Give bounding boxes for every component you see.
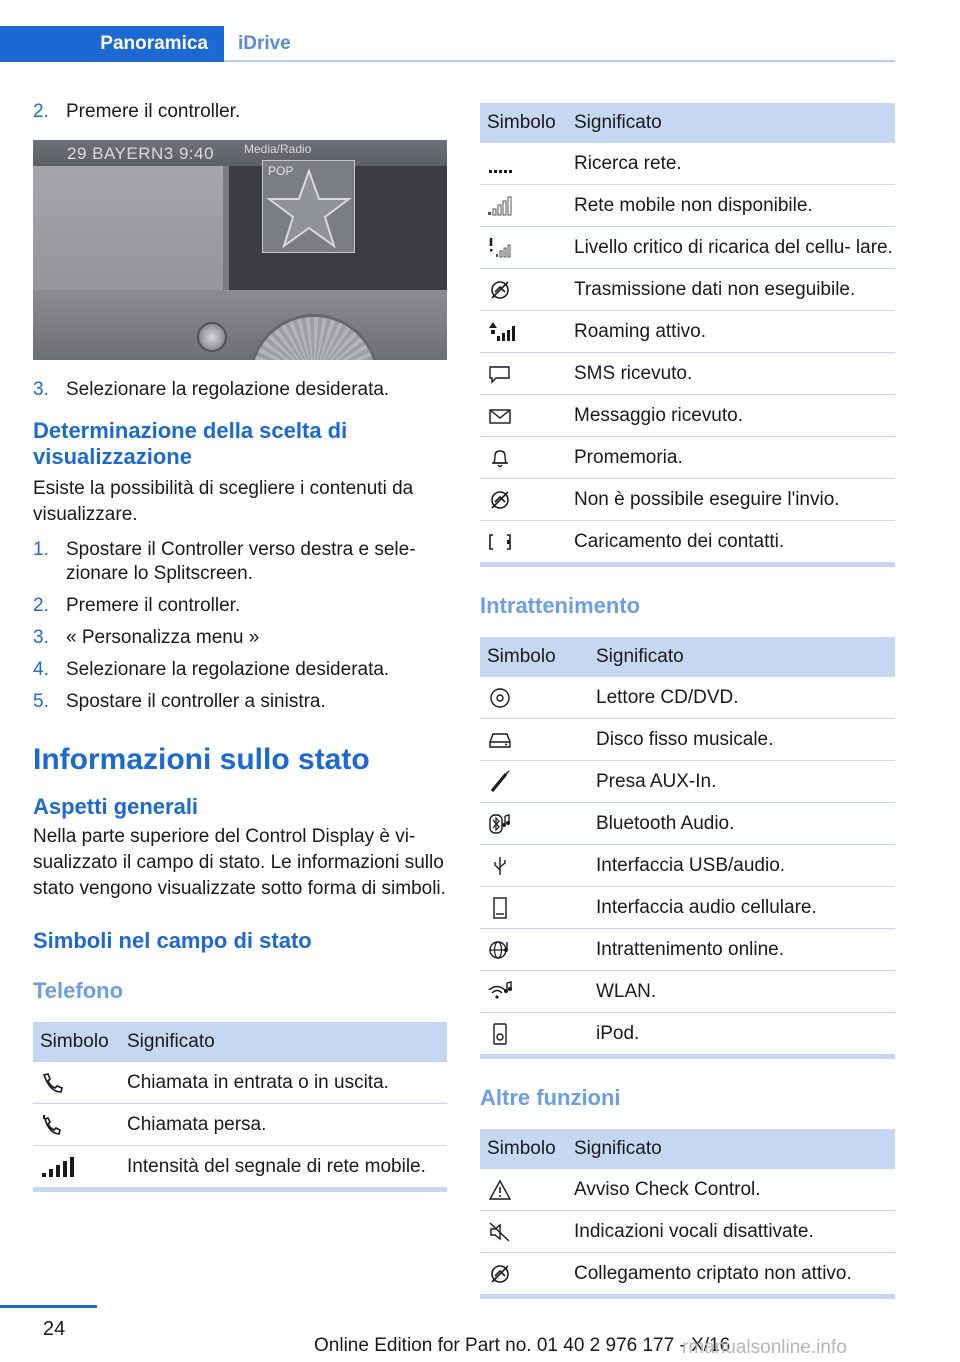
step-number: 4. (33, 659, 49, 680)
bluetooth-audio-icon (487, 812, 513, 836)
aspetti-text: Nella parte superiore del Control Display è vi‐ sualizzato il campo di stato. Le informazioni sullo stato vengono visualizzate sotto forma di simboli. (33, 826, 446, 899)
header-bar (0, 26, 895, 62)
table-row (480, 479, 895, 521)
step-number: 3. (33, 379, 49, 400)
missed-call-icon (40, 1113, 66, 1137)
list-item (33, 690, 447, 714)
table-row (480, 311, 895, 353)
table-row (480, 1169, 895, 1211)
meaning-cell: Avviso Check Control. (567, 1169, 895, 1211)
console-base (33, 290, 447, 360)
col-symbol: Simbolo (480, 1129, 567, 1169)
list-item (33, 538, 447, 586)
table-row (480, 677, 895, 719)
table-row (480, 143, 895, 185)
network-unavailable-icon (487, 194, 513, 218)
right-column (480, 103, 895, 1299)
tab-idrive[interactable]: iDrive (238, 33, 291, 54)
step-2 (33, 100, 447, 124)
data-blocked-icon (487, 278, 513, 302)
meaning-cell: Messaggio ricevuto. (567, 395, 895, 437)
meaning-cell: WLAN. (589, 971, 895, 1013)
table-row (33, 1104, 447, 1146)
step-number: 3. (33, 627, 49, 648)
step-text: Premere il controller. (66, 595, 241, 616)
meaning-cell: Rete mobile non disponibile. (567, 185, 895, 227)
step-number: 1. (33, 539, 49, 560)
meaning-cell: Interfaccia audio cellulare. (589, 887, 895, 929)
list-item (33, 658, 447, 682)
meaning-cell: Intensità del segnale di rete mobile. (120, 1146, 447, 1190)
meaning-cell: SMS ricevuto. (567, 353, 895, 395)
table-row (33, 1062, 447, 1104)
step-text: Spostare il Controller verso destra e sele‐ zionare lo Splitscreen. (66, 539, 416, 584)
telefono-table (33, 1022, 447, 1192)
encryption-off-icon (487, 1262, 513, 1286)
warning-triangle-icon (487, 1178, 513, 1202)
table-row (480, 929, 895, 971)
heading-altre-funzioni: Altre funzioni (480, 1085, 621, 1110)
meaning-cell: Intrattenimento online. (589, 929, 895, 971)
network-search-icon (487, 152, 513, 176)
usb-icon (487, 854, 513, 878)
meaning-cell: Bluetooth Audio. (589, 803, 895, 845)
meaning-cell: Roaming attivo. (567, 311, 895, 353)
reminder-bell-icon (487, 446, 513, 470)
tab-panoramica[interactable]: Panoramica (0, 26, 224, 62)
meaning-cell: Chiamata in entrata o in uscita. (120, 1062, 447, 1104)
table-row (480, 1013, 895, 1057)
display-status-text: 29 BAYERN3 9:40 (67, 144, 215, 163)
footer-edition: Online Edition for Part no. 01 40 2 976 177 - X/16 (314, 1335, 731, 1356)
meaning-cell: Livello critico di ricarica del cellu‐ lare. (567, 227, 895, 269)
meaning-cell: Interfaccia USB/audio. (589, 845, 895, 887)
meaning-cell: Collegamento criptato non attivo. (567, 1253, 895, 1297)
low-battery-icon (487, 236, 513, 260)
step-text: Selezionare la regolazione desiderata. (66, 379, 390, 400)
meaning-cell: Disco fisso musicale. (589, 719, 895, 761)
page-title: Informazioni sullo stato (33, 743, 370, 776)
table-row (480, 395, 895, 437)
control-display-photo (33, 140, 447, 360)
entertainment-table (480, 637, 895, 1059)
step-number: 2. (33, 595, 49, 616)
col-symbol: Simbolo (33, 1022, 120, 1062)
send-failed-icon (487, 488, 513, 512)
heading-aspetti-generali: Aspetti generali (33, 794, 199, 819)
ipod-icon (487, 1022, 513, 1046)
heading-simboli: Simboli nel campo di stato (33, 928, 312, 953)
list-item (33, 626, 447, 650)
table-row (480, 971, 895, 1013)
step-text: Spostare il controller a sinistra. (66, 691, 326, 712)
table-row (480, 227, 895, 269)
meaning-cell: Non è possibile eseguire l'invio. (567, 479, 895, 521)
page-number: 24 (43, 1318, 66, 1340)
col-symbol: Simbolo (480, 637, 589, 677)
table-row (480, 1253, 895, 1297)
meaning-cell: Promemoria. (567, 437, 895, 479)
sms-icon (487, 362, 513, 386)
table-row (480, 887, 895, 929)
meaning-cell: Ricerca rete. (567, 143, 895, 185)
col-meaning: Significato (589, 637, 895, 677)
step-text: « Personalizza menu » (66, 627, 260, 648)
heading-telefono: Telefono (33, 978, 124, 1003)
table-row (480, 437, 895, 479)
signal-strength-icon (40, 1155, 76, 1179)
col-meaning: Significato (567, 1129, 895, 1169)
col-meaning: Significato (120, 1022, 447, 1062)
table-row (480, 761, 895, 803)
steps-list (33, 538, 447, 714)
aux-in-icon (487, 770, 513, 794)
footer-accent-line (0, 1305, 97, 1308)
message-icon (487, 404, 513, 428)
online-entertainment-icon (487, 938, 513, 962)
table-row (480, 845, 895, 887)
meaning-cell: Chiamata persa. (120, 1104, 447, 1146)
phone-status-table (480, 103, 895, 567)
meaning-cell: Lettore CD/DVD. (589, 677, 895, 719)
meaning-cell: Trasmissione dati non eseguibile. (567, 269, 895, 311)
col-symbol: Simbolo (480, 103, 567, 143)
small-knob (197, 322, 227, 352)
phone-call-icon (40, 1071, 66, 1095)
table-header (480, 103, 895, 143)
section-heading-determinazione: Determinazione della scelta di visualizzazione (33, 418, 348, 469)
table-row (33, 1146, 447, 1190)
col-meaning: Significato (567, 103, 895, 143)
table-row (480, 269, 895, 311)
heading-intrattenimento: Intrattenimento (480, 593, 641, 618)
list-item (33, 594, 447, 618)
table-row (480, 521, 895, 565)
table-header (480, 1129, 895, 1169)
phone-audio-icon (487, 896, 513, 920)
cd-dvd-icon (487, 686, 513, 710)
table-header (33, 1022, 447, 1062)
media-radio-label: Media/Radio (244, 142, 312, 156)
table-row (480, 803, 895, 845)
step-number: 2. (33, 101, 49, 122)
table-header (480, 637, 895, 677)
table-row (480, 353, 895, 395)
step-text: Premere il controller. (66, 101, 241, 122)
step-3 (33, 378, 447, 402)
roaming-icon (487, 320, 517, 344)
meaning-cell: iPod. (589, 1013, 895, 1057)
section-intro: Esiste la possibilità di scegliere i contenuti da visualizzare. (33, 478, 414, 525)
left-column (33, 100, 447, 1192)
meaning-cell: Indicazioni vocali disattivate. (567, 1211, 895, 1253)
other-functions-table (480, 1129, 895, 1299)
contacts-loading-icon (487, 530, 513, 554)
meaning-cell: Caricamento dei contatti. (567, 521, 895, 565)
step-number: 5. (33, 691, 49, 712)
hard-disk-icon (487, 728, 513, 752)
voice-off-icon (487, 1220, 513, 1244)
cover-genre-label: POP (268, 164, 294, 178)
table-row (480, 719, 895, 761)
step-text: Selezionare la regolazione desiderata. (66, 659, 390, 680)
meaning-cell: Presa AUX-In. (589, 761, 895, 803)
table-row (480, 1211, 895, 1253)
table-row (480, 185, 895, 227)
wlan-icon (487, 980, 513, 1004)
watermark: rmanualsonline.info (682, 1337, 847, 1358)
